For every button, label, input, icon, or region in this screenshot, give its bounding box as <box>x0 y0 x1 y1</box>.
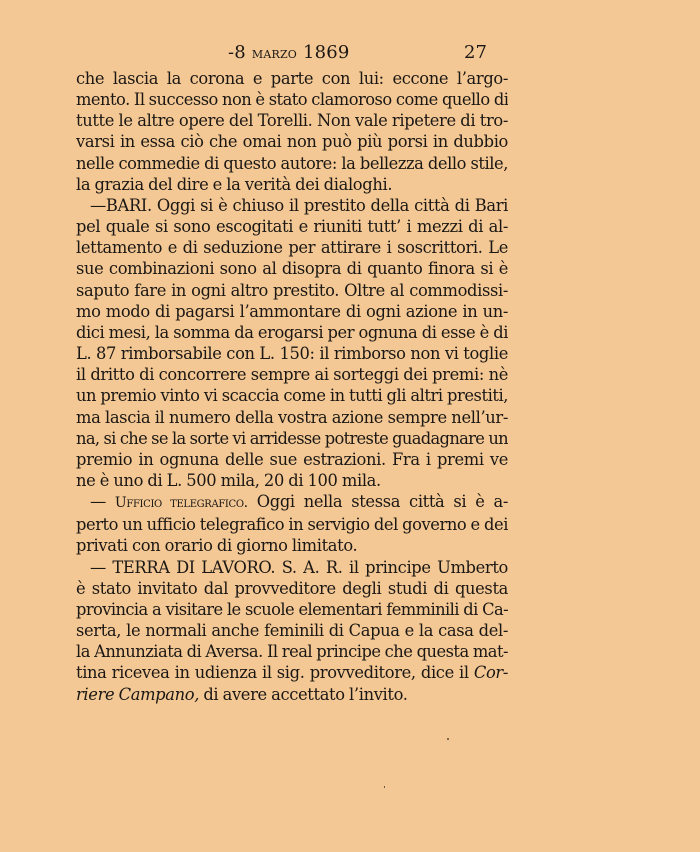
text-line: privati con orario di giorno limitato. <box>76 536 358 556</box>
text-line: ne è uno di L. 500 mila, 20 di 100 mila. <box>76 470 381 490</box>
ufficio-rest: Oggi nella stessa città si è a- <box>247 492 508 512</box>
text-line: la Annunziata di Aversa. Il real principe che questa mat- <box>76 642 508 662</box>
text-line: dici mesi, la somma da erogarsi per ognuna di esse è di <box>76 322 508 342</box>
text-line: provincia a visitare le scuole elementari femminili di Ca- <box>76 599 508 619</box>
text-line: serta, le normali anche feminili di Capua e la casa del- <box>76 621 508 641</box>
ufficio-heading: Ufficio telegrafico. <box>114 495 248 512</box>
text-line: tutte le altre opere del Torelli. Non vale ripetere di tro- <box>76 111 508 131</box>
header-date: -8 marzo 1869 <box>228 42 350 63</box>
final-text: di avere accettato l’invito. <box>203 684 408 704</box>
text-line: pel quale si sono escogitati e riuniti tutt’ i mezzi di al- <box>76 217 508 237</box>
paper-speck <box>447 738 449 740</box>
text-line: è stato invitato dal provveditore degli studi di questa <box>76 578 508 598</box>
text-line: L. 87 rimborsabile con L. 150: il rimborso non vi toglie <box>76 344 508 364</box>
page-number: 27 <box>464 42 487 63</box>
date-month: marzo <box>251 44 298 62</box>
text-line: ma lascia il numero della vostra azione sempre nell’ur- <box>76 407 508 427</box>
text-line-final <box>76 684 508 705</box>
text-line: —BARI. Oggi si è chiuso il prestito della città di Bari <box>90 195 508 215</box>
text-line: un premio vinto vi scaccia come in tutti gli altri prestiti, <box>76 386 508 406</box>
text-line-ufficio: — Ufficio telegrafico. Oggi nella stessa città si è a- <box>90 492 508 512</box>
text-line-corriere <box>76 662 508 683</box>
text-line: lettamento e di seduzione per attirare i soscrittori. Le <box>76 238 508 258</box>
text-line: na, si che se la sorte vi arridesse potreste guadagnare un <box>76 428 508 448</box>
text-line: perto un ufficio telegrafico in servigio del governo e dei <box>76 515 508 535</box>
text-line: premio in ognuna delle sue estrazioni. Fra i premi ve <box>76 449 508 469</box>
article-text <box>76 68 508 705</box>
text-line: — TERRA DI LAVORO. S. A. R. il principe Umberto <box>90 557 508 577</box>
text-line: sue combinazioni sono al disopra di quanto finora si è <box>76 259 508 279</box>
text-line: il dritto di concorrere sempre ai sorteggi dei premi: nè <box>76 365 508 385</box>
text-line: mento. Il successo non è stato clamoroso come quello di <box>76 90 508 110</box>
date-day: 8 <box>234 42 246 63</box>
text-line: la grazia del dire e la verità dei dialoghi. <box>76 174 393 194</box>
newspaper-name-part2: riere Campano, <box>76 684 200 704</box>
text-line: nelle commedie di questo autore: la bellezza dello stile, <box>76 153 508 173</box>
paper-speck <box>384 786 385 788</box>
text-line: varsi in essa ciò che omai non può più porsi in dubbio <box>76 132 508 152</box>
text-line: che lascia la corona e parte con lui: eccone l’argo- <box>76 69 508 88</box>
text-line: mo modo di pagarsi l’ammontare di ogni azione in un- <box>76 301 508 321</box>
text-line: saputo fare in ogni altro prestito. Oltre al commodissi- <box>76 280 508 300</box>
running-header <box>0 42 700 66</box>
date-year: 1869 <box>302 42 350 63</box>
newspaper-name-part1: Cor- <box>473 663 508 683</box>
corriere-lead: tina riceveа in udienza il sig. provveditore, dice il <box>76 663 469 683</box>
